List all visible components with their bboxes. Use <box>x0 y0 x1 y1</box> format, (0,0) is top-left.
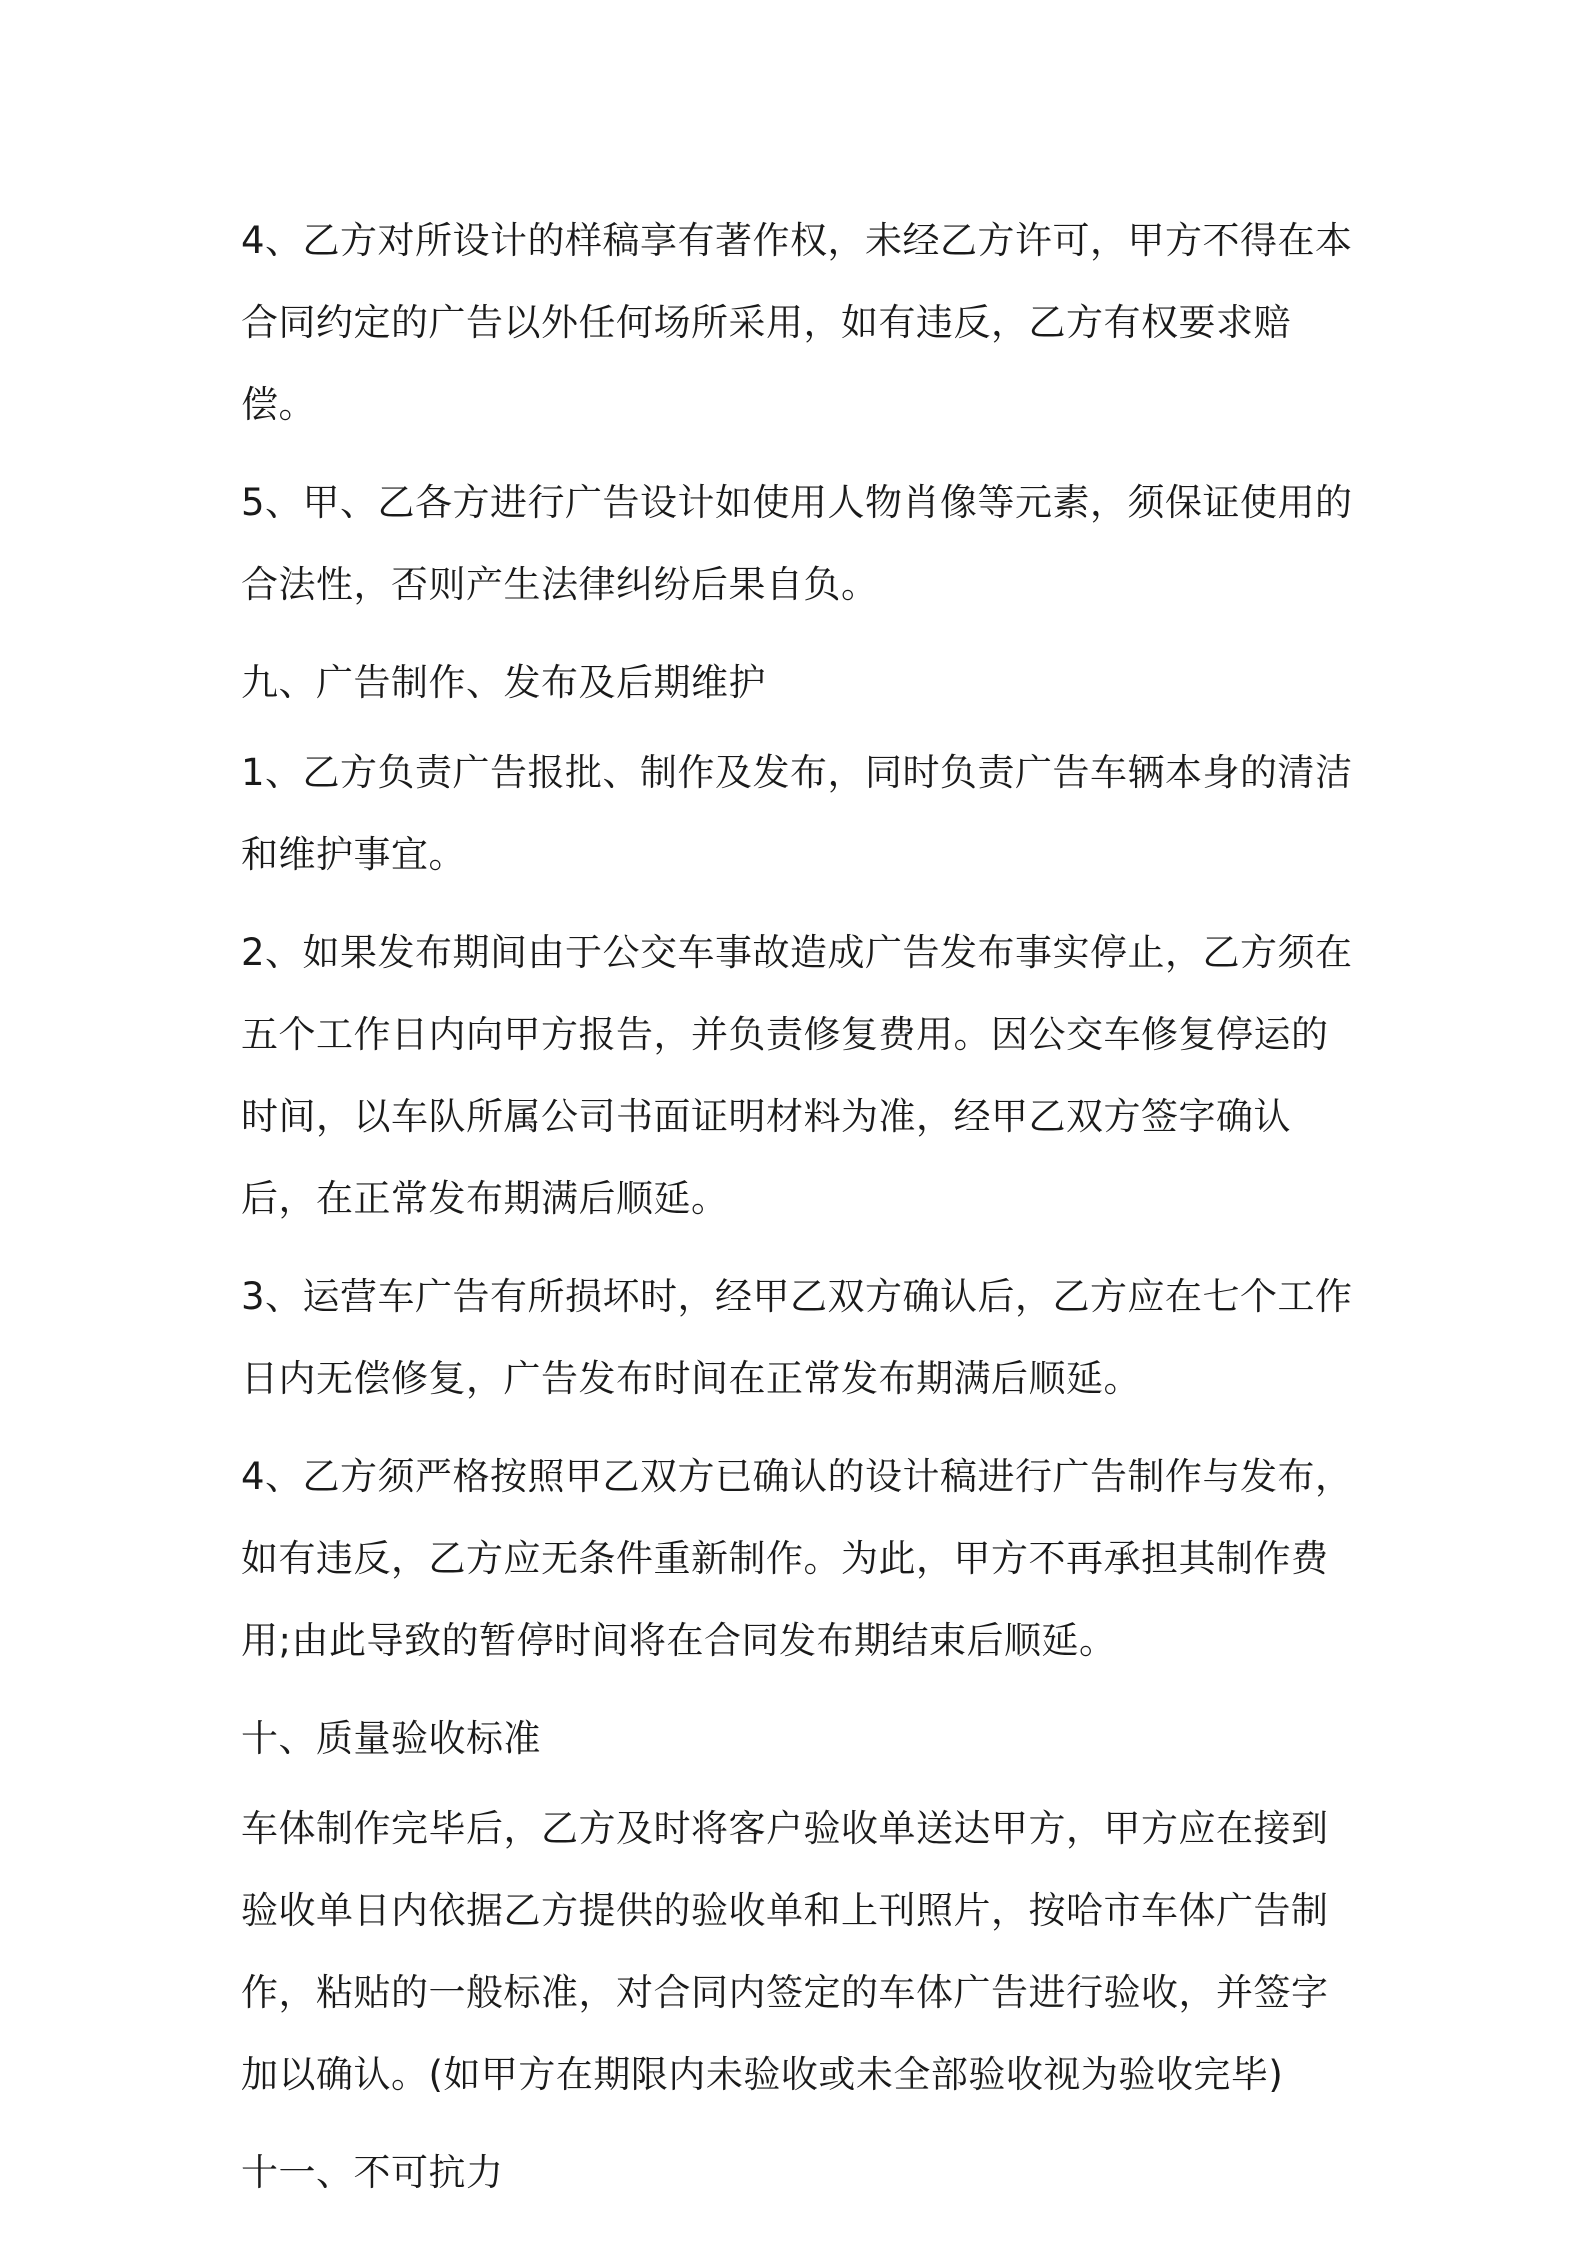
section-heading-force-majeure: 十一、不可抗力 <box>241 2151 504 2194</box>
section-heading-quality: 十、质量验收标准 <box>241 1717 541 1760</box>
paragraph-acceptance: 车体制作完毕后，乙方及时将客户验收单送达甲方，甲方应在接到验收单日内依据乙方提供的验收单和上刊照片，按哈市车体广告制作，粘贴的一般标准，对合同内签定的车体广告进行验收，并签字加以确认。(如甲方在期限内未验收或未全部验收视为验收完毕) <box>241 1807 1329 2096</box>
paragraph-copyright: 4、乙方对所设计的样稿享有著作权，未经乙方许可，甲方不得在本合同约定的广告以外任何场所采用，如有违反，乙方有权要求赔偿。 <box>241 219 1353 426</box>
paragraph-portrait-rights: 5、甲、乙各方进行广告设计如使用人物肖像等元素，须保证使用的合法性，否则产生法律纠纷后果自负。 <box>241 481 1353 606</box>
paragraph-damage-repair: 3、运营车广告有所损坏时，经甲乙双方确认后，乙方应在七个工作日内无偿修复，广告发布时间在正常发布期满后顺延。 <box>241 1275 1353 1400</box>
paragraph-accident-suspension: 2、如果发布期间由于公交车事故造成广告发布事实停止，乙方须在五个工作日内向甲方报告，并负责修复费用。因公交车修复停运的时间，以车队所属公司书面证明材料为准，经甲乙双方签字确认后，在正常发布期满后顺延。 <box>241 931 1353 1220</box>
paragraph-approval-maintenance: 1、乙方负责广告报批、制作及发布，同时负责广告车辆本身的清洁和维护事宜。 <box>241 751 1353 876</box>
paragraph-design-compliance: 4、乙方须严格按照甲乙双方已确认的设计稿进行广告制作与发布，如有违反，乙方应无条件重新制作。为此，甲方不再承担其制作费用;由此导致的暂停时间将在合同发布期结束后顺延。 <box>241 1455 1353 1662</box>
section-heading-production: 九、广告制作、发布及后期维护 <box>241 661 766 704</box>
document-body <box>241 200 1361 2214</box>
